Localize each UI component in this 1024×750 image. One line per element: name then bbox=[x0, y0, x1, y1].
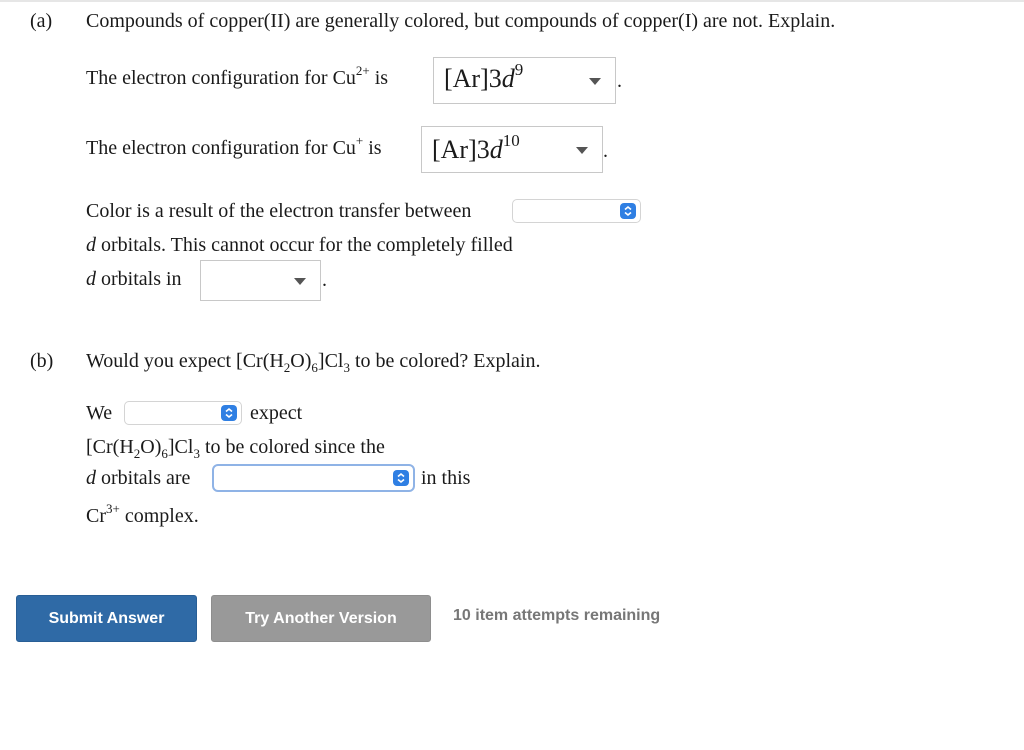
config-line-cu1 bbox=[86, 133, 382, 162]
formula-line: $[Cr(H_2O)_6]Cl_3$ to be colored since the bbox=[86, 436, 385, 461]
part-a-question: Compounds of copper(II) are generally colored, but compounds of copper(I) are not. Explain. bbox=[86, 10, 836, 32]
cu2-config-value: $[Ar]3d^9$ bbox=[444, 60, 524, 93]
select-arrows-icon bbox=[221, 405, 237, 421]
filled-orbitals-select[interactable] bbox=[200, 260, 321, 301]
part-b-question: Would you expect $[Cr(H_2O)_6]Cl_3$ to be colored? Explain. bbox=[86, 350, 541, 375]
config-prefix: The electron configuration for bbox=[86, 67, 328, 89]
is-word: is bbox=[368, 137, 382, 159]
cu2-config-select[interactable] bbox=[433, 57, 616, 104]
is-word: is bbox=[374, 67, 389, 89]
part-b-label: (b) bbox=[30, 350, 54, 372]
part-a-label: (a) bbox=[30, 10, 53, 32]
config-prefix: The electron configuration for bbox=[86, 137, 328, 159]
expect-label: expect bbox=[250, 402, 303, 424]
chevron-down-icon bbox=[294, 278, 306, 285]
period: . bbox=[603, 140, 608, 162]
select-arrows-icon bbox=[393, 470, 409, 486]
cr-complex-line: $Cr^{3+}$ complex. bbox=[86, 501, 199, 527]
top-divider bbox=[0, 0, 1024, 2]
ion-charge: + bbox=[355, 133, 364, 148]
orbitals-state-select[interactable] bbox=[212, 464, 415, 492]
cu1-config-select[interactable] bbox=[421, 126, 603, 173]
config-line-cu2 bbox=[86, 63, 389, 92]
select-arrows-icon bbox=[620, 203, 636, 219]
complex-formula: $[Cr(H_2O)_6]Cl_3$ bbox=[86, 436, 200, 461]
cu1-config-value: $[Ar]3d^{10}$ bbox=[432, 131, 520, 164]
we-label: We bbox=[86, 402, 113, 424]
chevron-down-icon bbox=[576, 147, 588, 154]
period: . bbox=[322, 269, 327, 291]
ion-symbol: Cu bbox=[332, 67, 356, 89]
chevron-down-icon bbox=[589, 78, 601, 85]
ion-symbol: Cu bbox=[332, 137, 356, 159]
orbitals-line: d orbitals are bbox=[86, 467, 191, 489]
attempts-remaining: 10 item attempts remaining bbox=[453, 607, 661, 624]
try-another-version-button[interactable]: Try Another Version bbox=[211, 595, 431, 642]
electron-transfer-select[interactable] bbox=[512, 199, 641, 223]
color-text-line2: d orbitals. This cannot occur for the completely filled bbox=[86, 234, 513, 256]
complex-formula: $[Cr(H_2O)_6]Cl_3$ bbox=[236, 350, 350, 375]
submit-answer-button[interactable]: Submit Answer bbox=[16, 595, 197, 642]
in-this-label: in this bbox=[421, 467, 471, 489]
color-text-line3: d orbitals in bbox=[86, 268, 182, 290]
color-text-line1: Color is a result of the electron transfer between bbox=[86, 200, 472, 222]
ion-charge: 2+ bbox=[355, 63, 370, 78]
expect-select[interactable] bbox=[124, 401, 242, 425]
period: . bbox=[617, 70, 622, 92]
